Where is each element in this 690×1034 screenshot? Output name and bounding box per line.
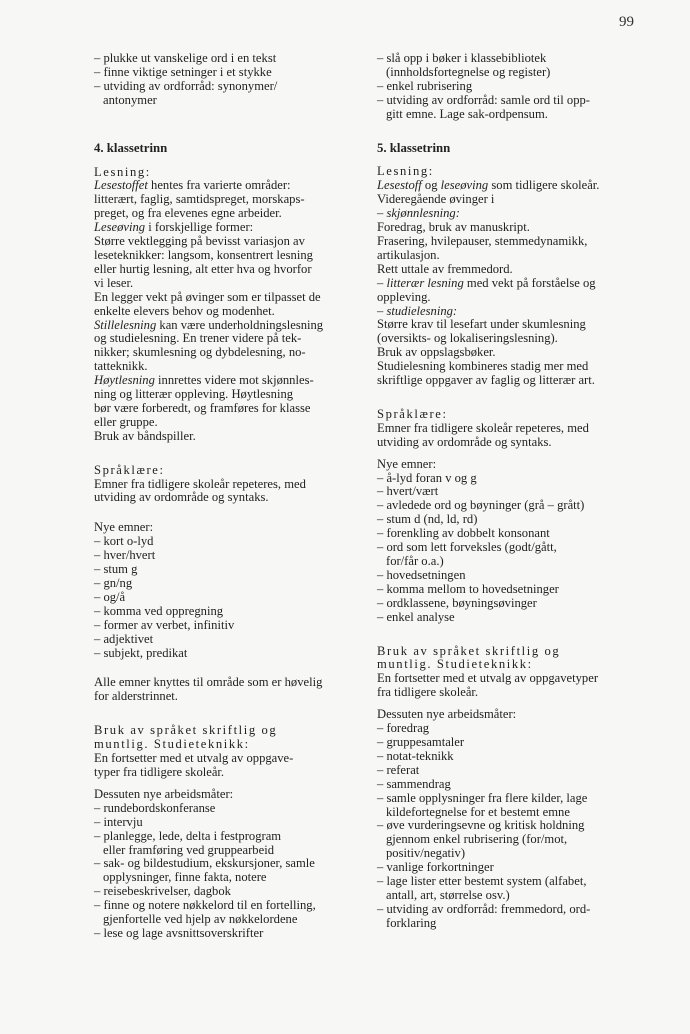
paragraph-line: utviding av ordområde og syntaks. <box>377 434 552 449</box>
list-item: – ord som lett forveksles (godt/gått, <box>377 540 557 555</box>
italic-term: Høytlesning <box>94 373 155 388</box>
paragraph-line: for alderstrinnet. <box>94 689 178 704</box>
paragraph-line: Bruk av båndspiller. <box>94 428 196 443</box>
list-item: – hvert/vært <box>377 484 439 499</box>
bruk-label <box>94 724 352 752</box>
nye-emner-label: Nye emner: <box>94 520 154 535</box>
list-item: – samle opplysninger fra flere kilder, lage <box>377 790 588 805</box>
label-line: Bruk av språket skriftlig og <box>94 723 278 738</box>
list-item: – øve vurderingsevne og kritisk holdning <box>377 818 585 833</box>
paragraph-line: En fortsetter med et utvalg av oppgavetyper <box>377 671 599 686</box>
paragraph-line: artikulasjon. <box>377 247 440 262</box>
spraklaere-label: Språklære: <box>94 462 165 477</box>
paragraph-line: bør være forberedt, og framføres for klasse <box>94 400 311 415</box>
list-item: – hver/hvert <box>94 548 156 563</box>
text-run: kan være underholdningslesning <box>156 317 324 332</box>
list-item-continuation: gitt emne. Lage sak-ordpensum. <box>386 106 548 121</box>
lesning-body <box>94 179 352 443</box>
list-item: – lage lister etter bestemt system (alfabet, <box>377 874 587 889</box>
paragraph-line: typer fra tidligere skoleår. <box>94 764 225 779</box>
dessuten-label: Dessuten nye arbeidsmåter: <box>377 707 517 722</box>
list-item: – sammendrag <box>377 776 451 791</box>
list-item: – sak- og bildestudium, ekskursjoner, samle <box>94 856 315 871</box>
left-top-list <box>94 52 352 108</box>
list-item: – plukke ut vanskelige ord i en tekst <box>94 51 277 65</box>
paragraph-line <box>377 277 635 291</box>
paragraph-line: ning og litterær oppleving. Høytlesning <box>94 387 294 402</box>
paragraph-line: En fortsetter med et utvalg av oppgave- <box>94 751 294 766</box>
text-run: med vekt på forståelse og <box>463 275 596 290</box>
paragraph-line: Emner fra tidligere skoleår repeteres, med <box>94 476 306 491</box>
paragraph-line <box>94 179 352 193</box>
list-item-continuation: kildefortegnelse for et bestemt emne <box>386 804 570 819</box>
heading-4-klassetrinn: 4. klassetrinn <box>94 140 168 155</box>
paragraph-line: Frasering, hvilepauser, stemmedynamikk, <box>377 233 588 248</box>
dessuten-list <box>377 722 635 931</box>
paragraph-line: Rett uttale av fremmedord. <box>377 261 513 276</box>
italic-term: Stillelesning <box>94 317 157 332</box>
list-item-continuation: (innholdsfortegnelse og register) <box>386 64 551 79</box>
list-item: – planlegge, lede, delta i festprogram <box>94 828 282 843</box>
list-item: – finne og notere nøkkelord til en fortelling, <box>94 898 316 913</box>
list-item: – utviding av ordforråd: samle ord til opp- <box>377 92 590 107</box>
paragraph-line: eller gruppe. <box>94 414 158 429</box>
bruk-label <box>377 645 635 673</box>
paragraph-line: En legger vekt på øvinger som er tilpasset de <box>94 289 321 304</box>
text-run: hentes fra varierte områder: <box>147 178 291 193</box>
subheading-skjonnlesning: – skjønnlesning: <box>377 206 460 221</box>
right-column <box>377 52 635 931</box>
paragraph-line: Bruk av oppslagsbøker. <box>377 345 496 360</box>
lesning-label: Lesning: <box>377 164 434 179</box>
paragraph-line: vi leser. <box>94 275 134 290</box>
italic-term: Leseøving <box>94 220 146 235</box>
paragraph-line: fra tidligere skoleår. <box>377 685 479 700</box>
list-item-continuation: antall, art, størrelse osv.) <box>386 887 510 902</box>
list-item: – notat-teknikk <box>377 748 454 763</box>
text-run: i forskjellige former: <box>145 220 254 235</box>
list-item: – og/å <box>94 589 126 604</box>
list-item: – subjekt, predikat <box>94 645 188 660</box>
paragraph-line: litterært, faglig, samtidspreget, morskaps- <box>94 192 305 207</box>
list-item: – utviding av ordforråd: fremmedord, ord- <box>377 901 591 916</box>
list-item: – stum d (nd, ld, rd) <box>377 512 478 527</box>
list-item: – å-lyd foran v og g <box>377 470 477 485</box>
paragraph-line: Foredrag, bruk av manuskript. <box>377 220 530 235</box>
nye-emner-list <box>377 472 635 625</box>
list-item: – komma mellom to hovedsetninger <box>377 581 559 596</box>
text-run: som tidligere skoleår. <box>488 178 600 193</box>
heading-5-klassetrinn: 5. klassetrinn <box>377 140 451 155</box>
subheading-studielesning: – studielesning: <box>377 303 458 318</box>
list-item: – gruppesamtaler <box>377 734 465 749</box>
italic-term: Lesestoff <box>377 178 422 193</box>
lesning-label: Lesning: <box>94 164 151 179</box>
list-item: – utviding av ordforråd: synonymer/ <box>94 78 278 93</box>
list-item: – kort o-lyd <box>94 534 154 549</box>
right-top-list <box>377 52 635 122</box>
paragraph-line: Større krav til lesefart under skumlesning <box>377 317 586 332</box>
paragraph-line: utviding av ordområde og syntaks. <box>94 490 269 505</box>
paragraph-line: enkelte elevers behov og modenhet. <box>94 303 275 318</box>
paragraph-line: eller hurtig lesning, alt etter hva og hvorfor <box>94 261 312 276</box>
dessuten-list <box>94 802 352 941</box>
list-item-continuation: eller framføring ved gruppearbeid <box>103 842 274 857</box>
spraklaere-label: Språklære: <box>377 406 448 421</box>
list-item-continuation: antonymer <box>103 92 157 107</box>
alle-emner-note <box>94 676 352 704</box>
label-line: Bruk av språket skriftlig og <box>377 643 561 658</box>
list-item: – enkel analyse <box>377 609 455 624</box>
list-item: – referat <box>377 762 420 777</box>
list-item: – stum g <box>94 562 138 577</box>
list-item: – lese og lage avsnittsoverskrifter <box>94 925 264 940</box>
paragraph-line <box>94 221 352 235</box>
italic-term: leseøving <box>440 178 489 193</box>
paragraph-line: nikker; skumlesning og dybdelesning, no- <box>94 345 306 360</box>
list-item: – forenkling av dobbelt konsonant <box>377 526 550 541</box>
paragraph-line: preget, og fra elevenes egne arbeider. <box>94 206 282 221</box>
paragraph-line: leseteknikker: langsom, konsentrert lesning <box>94 247 313 262</box>
paragraph-line: Alle emner knyttes til område som er høvelig <box>94 675 323 690</box>
dessuten-label: Dessuten nye arbeidsmåter: <box>94 786 234 801</box>
list-item-continuation: gjennom enkel rubrisering (for/mot, <box>386 832 568 847</box>
paragraph-line <box>94 319 352 333</box>
list-item-continuation: positiv/negativ) <box>386 846 466 861</box>
text-run: innrettes videre mot skjønnles- <box>154 373 314 388</box>
list-item-continuation: forklaring <box>386 915 437 930</box>
list-item: – intervju <box>94 814 143 829</box>
paragraph-line: (oversikts- og lokaliseringslesning). <box>377 331 558 346</box>
paragraph-line: Videregående øvinger i <box>377 192 495 207</box>
nye-emner-label: Nye emner: <box>377 456 437 471</box>
list-item: – finne viktige setninger i et stykke <box>94 64 272 79</box>
paragraph-line: oppleving. <box>377 289 431 304</box>
label-line: muntlig. Studieteknikk: <box>377 657 533 672</box>
list-item: – avledede ord og bøyninger (grå – grått) <box>377 498 585 513</box>
nye-emner-list <box>94 535 352 660</box>
list-item: – hovedsetningen <box>377 567 466 582</box>
list-item-continuation: gjenfortelle ved hjelp av nøkkelordene <box>103 912 298 927</box>
text-run: og <box>421 178 441 193</box>
left-column <box>94 52 352 941</box>
list-item-continuation: for/får o.a.) <box>386 554 444 568</box>
paragraph-line <box>94 374 352 388</box>
list-item: – ordklassene, bøyningsøvinger <box>377 595 537 610</box>
list-item: – rundebordskonferanse <box>94 800 216 815</box>
list-item: – gn/ng <box>94 576 133 590</box>
label-line: muntlig. Studieteknikk: <box>94 737 250 752</box>
list-item: – slå opp i bøker i klassebibliotek <box>377 51 547 65</box>
paragraph-line: Emner fra tidligere skoleår repeteres, med <box>377 420 589 435</box>
list-item: – komma ved oppregning <box>94 603 224 618</box>
list-item: – foredrag <box>377 721 430 736</box>
paragraph-line <box>377 179 635 193</box>
paragraph-line: og studielesning. En trener videre på tek- <box>94 331 302 346</box>
list-item-continuation: opplysninger, finne fakta, notere <box>103 870 267 885</box>
paragraph-line: tatteknikk. <box>94 359 148 374</box>
italic-term: – litterær lesning <box>377 275 464 290</box>
list-item: – reisebeskrivelser, dagbok <box>94 884 231 899</box>
list-item: – vanlige forkortninger <box>377 860 494 875</box>
page-number: 99 <box>619 14 634 30</box>
paragraph-line: skriftlige oppgaver av faglig og litterær art. <box>377 373 595 388</box>
list-item: – former av verbet, infinitiv <box>94 617 235 632</box>
italic-term: Lesestoffet <box>94 178 148 193</box>
paragraph-line: Studielesning kombineres stadig mer med <box>377 359 589 374</box>
list-item: – adjektivet <box>94 631 154 646</box>
list-item: – enkel rubrisering <box>377 78 473 93</box>
paragraph-line: Større vektlegging på bevisst variasjon av <box>94 234 305 249</box>
